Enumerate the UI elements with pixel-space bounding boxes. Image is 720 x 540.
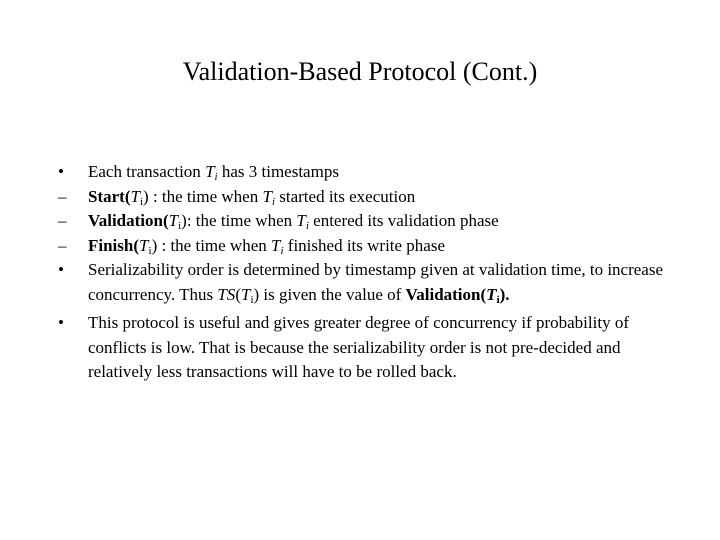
text-segment: i bbox=[271, 195, 276, 208]
text-segment: ) : the time when bbox=[151, 235, 272, 255]
text-segment: ( bbox=[133, 235, 140, 255]
bullet-item bbox=[58, 234, 678, 259]
text-segment: finished its write phase bbox=[283, 235, 446, 255]
text-segment: ) is given the value of bbox=[253, 284, 406, 304]
slide-title: Validation-Based Protocol (Cont.) bbox=[182, 57, 538, 86]
text-segment: i bbox=[139, 195, 144, 208]
text-segment: T bbox=[130, 186, 140, 206]
text-segment: T bbox=[271, 235, 281, 255]
bullet-text bbox=[88, 313, 629, 381]
text-segment: This protocol is useful and gives greater degree of concurrency if probability of conflicts is low. That is because the serializability order is not pre-decided and relatively less transactions will have to be rolled back. bbox=[88, 313, 629, 381]
text-segment: ( bbox=[480, 284, 487, 304]
text-segment: started its execution bbox=[275, 186, 416, 206]
text-segment: entered its validation phase bbox=[308, 211, 499, 230]
text-segment: ( bbox=[235, 284, 241, 304]
text-segment: i bbox=[178, 220, 182, 232]
text-segment: T bbox=[168, 211, 179, 230]
text-segment: i bbox=[496, 293, 500, 306]
dash-marker: – bbox=[58, 186, 67, 206]
dash-marker: – bbox=[58, 211, 67, 230]
text-segment: ( bbox=[124, 186, 131, 206]
text-segment: i bbox=[250, 293, 254, 306]
text-segment: T bbox=[296, 211, 306, 230]
text-segment: i bbox=[214, 171, 218, 183]
text-segment: TS bbox=[217, 284, 236, 304]
text-segment: Validation bbox=[88, 211, 163, 230]
text-segment: T bbox=[262, 186, 272, 206]
bullet-text bbox=[88, 162, 339, 181]
text-segment: T bbox=[240, 284, 251, 304]
text-segment: i bbox=[148, 244, 152, 257]
text-segment: ( bbox=[162, 211, 169, 230]
bullet-marker: • bbox=[58, 260, 64, 279]
bullet-marker: • bbox=[58, 162, 64, 181]
text-segment: ) : the time when bbox=[143, 186, 263, 206]
bullet-item bbox=[58, 258, 678, 307]
text-segment: T bbox=[486, 284, 497, 304]
bullet-text bbox=[88, 260, 663, 304]
bullet-item bbox=[58, 209, 678, 234]
bullet-item bbox=[58, 311, 678, 385]
text-segment: T bbox=[139, 235, 149, 255]
text-segment: i bbox=[305, 220, 309, 232]
text-segment: has 3 timestamps bbox=[217, 162, 339, 181]
bullet-item bbox=[58, 160, 678, 185]
text-segment: Each transaction bbox=[88, 162, 206, 181]
text-segment: Validation bbox=[405, 284, 481, 304]
bullet-text bbox=[88, 236, 445, 255]
bullet-item bbox=[58, 185, 678, 210]
text-segment: ): the time when bbox=[181, 211, 297, 230]
text-segment: i bbox=[280, 244, 284, 257]
bullet-marker: • bbox=[58, 313, 64, 332]
slide-body bbox=[58, 160, 678, 385]
text-segment: T bbox=[205, 162, 215, 181]
text-segment: Serializability order is determined by timestamp given at validation time, to increase concurrency. Thus bbox=[88, 260, 663, 304]
text-segment: Start bbox=[88, 186, 125, 206]
dash-marker: – bbox=[58, 235, 67, 255]
text-segment: ). bbox=[499, 284, 510, 304]
bullet-text bbox=[88, 211, 499, 230]
bullet-text bbox=[88, 187, 415, 206]
text-segment: Finish bbox=[88, 235, 134, 255]
